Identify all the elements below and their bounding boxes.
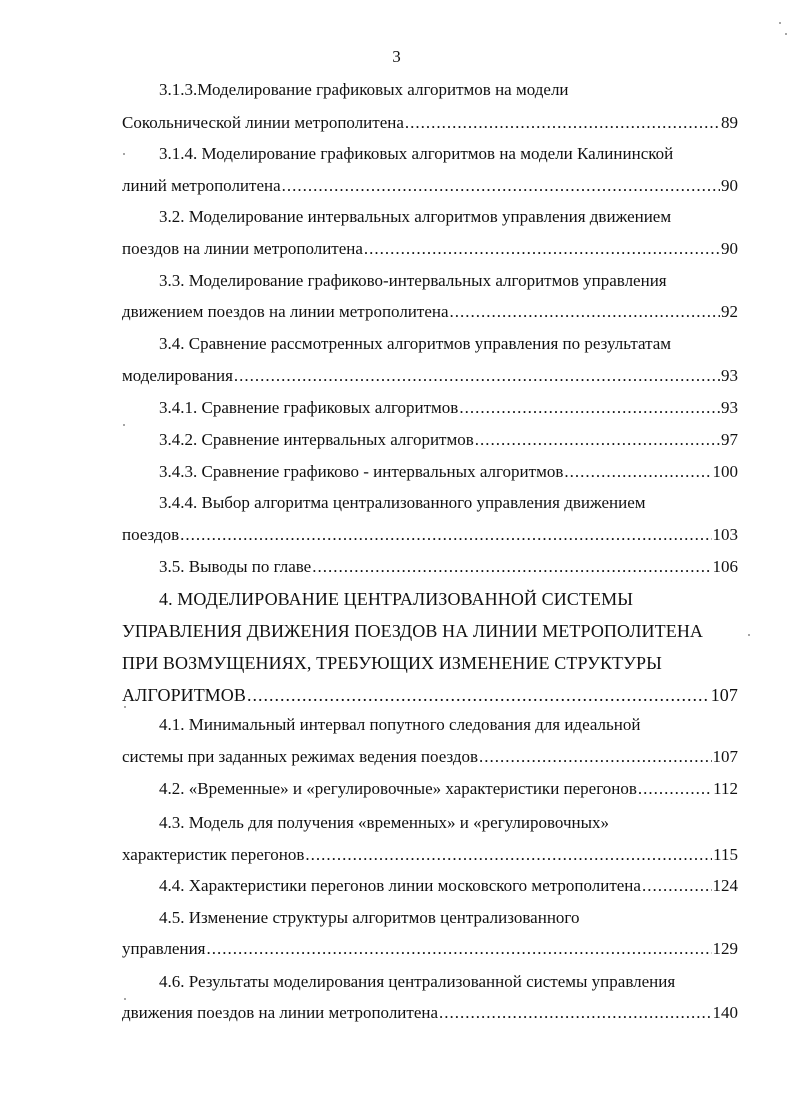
- toc-entry-3-4-4[interactable]: [122, 523, 738, 547]
- toc-entry-3-4-text: 3.4. Сравнение рассмотренных алгоритмов управления по результатам: [159, 334, 672, 353]
- toc-entry-3-4-1[interactable]: [159, 396, 738, 420]
- toc-entry-title: поездов: [122, 525, 180, 544]
- toc-entry-3-1-4[interactable]: [122, 174, 738, 198]
- toc-page-number: 107: [712, 747, 738, 766]
- leader-dots: [305, 843, 712, 867]
- leader-dots: [642, 874, 712, 898]
- leader-dots: [364, 237, 720, 261]
- toc-page-number: 100: [712, 462, 738, 481]
- leader-dots: [405, 111, 720, 135]
- leader-dots: [247, 683, 710, 707]
- scan-speck: [124, 998, 126, 1000]
- scan-speck: [785, 33, 787, 35]
- toc-entry-3-4-2[interactable]: [159, 428, 738, 452]
- toc-entry-3-3-text: 3.3. Моделирование графиково-интервальных алгоритмов управления: [159, 271, 667, 290]
- toc-entry-title: движением поездов на линии метрополитена: [122, 302, 449, 321]
- toc-chapter-4-line-2: УПРАВЛЕНИЯ ДВИЖЕНИЯ ПОЕЗДОВ НА ЛИНИИ МЕТРОПОЛИТЕНА: [122, 621, 704, 641]
- toc-entry-title: 3.5. Выводы по главе: [159, 557, 312, 576]
- toc-entry-title: движения поездов на линии метрополитена: [122, 1003, 439, 1022]
- toc-page-number: 140: [712, 1003, 738, 1022]
- toc-entry-3-1-3-text: 3.1.3.Моделирование графиковых алгоритмов на модели: [159, 80, 569, 99]
- toc-entry-3-4-3[interactable]: [159, 460, 738, 484]
- scan-speck: [779, 22, 781, 24]
- toc-entry-title: 4.2. «Временные» и «регулировочные» характеристики перегонов: [159, 779, 637, 798]
- toc-entry-title: линий метрополитена: [122, 176, 281, 195]
- page-number: 3: [392, 47, 401, 66]
- toc-entry-3-1-3[interactable]: [122, 111, 738, 135]
- leader-dots: [459, 396, 720, 420]
- leader-dots: [475, 428, 720, 452]
- toc-entry-title: характеристик перегонов: [122, 845, 305, 864]
- toc-entry-3-3[interactable]: [122, 300, 738, 324]
- toc-page-number: 112: [713, 779, 738, 798]
- toc-entry-4-3-text: 4.3. Модель для получения «временных» и «регулировочных»: [159, 813, 610, 832]
- toc-page-number: 93: [721, 366, 738, 385]
- toc-page-number: 90: [721, 176, 738, 195]
- leader-dots: [439, 1001, 711, 1025]
- toc-entry-title: моделирования: [122, 366, 233, 385]
- toc-page-number: 90: [721, 239, 738, 258]
- toc-entry-4-2[interactable]: [159, 777, 738, 801]
- toc-entry-4-5[interactable]: [122, 937, 738, 961]
- toc-entry-title: поездов на линии метрополитена: [122, 239, 363, 258]
- toc-entry-3-1-4-text: 3.1.4. Моделирование графиковых алгоритмов на модели Калининской: [159, 144, 674, 163]
- leader-dots: [450, 300, 720, 324]
- toc-page-number: 97: [721, 430, 738, 449]
- toc-page-number: 106: [712, 557, 738, 576]
- toc-entry-title: 4.4. Характеристики перегонов линии московского метрополитена: [159, 876, 641, 895]
- toc-entry-3-2-text: 3.2. Моделирование интервальных алгоритмов управления движением: [159, 207, 672, 226]
- toc-entry-title: системы при заданных режимах ведения поездов: [122, 747, 479, 766]
- toc-entry-4-4[interactable]: [159, 874, 738, 898]
- scan-speck: [123, 153, 125, 155]
- toc-entry-title: Сокольнической линии метрополитена: [122, 113, 404, 132]
- toc-page-number: 103: [712, 525, 738, 544]
- toc-entry-title: 3.4.2. Сравнение интервальных алгоритмов: [159, 430, 474, 449]
- leader-dots: [564, 460, 711, 484]
- scan-speck: [123, 424, 125, 426]
- toc-chapter-4[interactable]: [122, 683, 738, 707]
- scan-speck: [748, 634, 750, 636]
- leader-dots: [207, 937, 712, 961]
- toc-page-number: 107: [710, 685, 738, 705]
- toc-entry-4-5-text: 4.5. Изменение структуры алгоритмов централизованного: [159, 908, 580, 927]
- toc-chapter-4-line-1: 4. МОДЕЛИРОВАНИЕ ЦЕНТРАЛИЗОВАННОЙ СИСТЕМЫ: [159, 589, 634, 609]
- toc-entry-4-6[interactable]: [122, 1001, 738, 1025]
- leader-dots: [180, 523, 711, 547]
- toc-page-number: 89: [721, 113, 738, 132]
- toc-chapter-4-line-3: ПРИ ВОЗМУЩЕНИЯХ, ТРЕБУЮЩИХ ИЗМЕНЕНИЕ СТРУКТУРЫ: [122, 653, 662, 673]
- leader-dots: [479, 745, 711, 769]
- toc-page-number: 92: [721, 302, 738, 321]
- toc-entry-3-4[interactable]: [122, 364, 738, 388]
- toc-entry-3-5[interactable]: [159, 555, 738, 579]
- toc-entry-title: 3.4.1. Сравнение графиковых алгоритмов: [159, 398, 459, 417]
- scan-speck: [124, 706, 126, 708]
- toc-page-number: 115: [713, 845, 738, 864]
- toc-entry-4-6-text: 4.6. Результаты моделирования централизованной системы управления: [159, 972, 676, 991]
- leader-dots: [282, 174, 720, 198]
- toc-entry-4-1[interactable]: [122, 745, 738, 769]
- leader-dots: [312, 555, 711, 579]
- toc-entry-4-1-text: 4.1. Минимальный интервал попутного следования для идеальной: [159, 715, 641, 734]
- toc-entry-title: управления: [122, 939, 206, 958]
- toc-page-number: 129: [712, 939, 738, 958]
- toc-entry-4-3[interactable]: [122, 843, 738, 867]
- toc-page-number: 93: [721, 398, 738, 417]
- toc-entry-title: 3.4.3. Сравнение графиково - интервальных алгоритмов: [159, 462, 564, 481]
- leader-dots: [234, 364, 720, 388]
- toc-entry-3-4-4-text: 3.4.4. Выбор алгоритма централизованного управления движением: [159, 493, 646, 512]
- leader-dots: [638, 777, 712, 801]
- toc-page-number: 124: [712, 876, 738, 895]
- toc-entry-title: АЛГОРИТМОВ: [122, 685, 246, 705]
- toc-entry-3-2[interactable]: [122, 237, 738, 261]
